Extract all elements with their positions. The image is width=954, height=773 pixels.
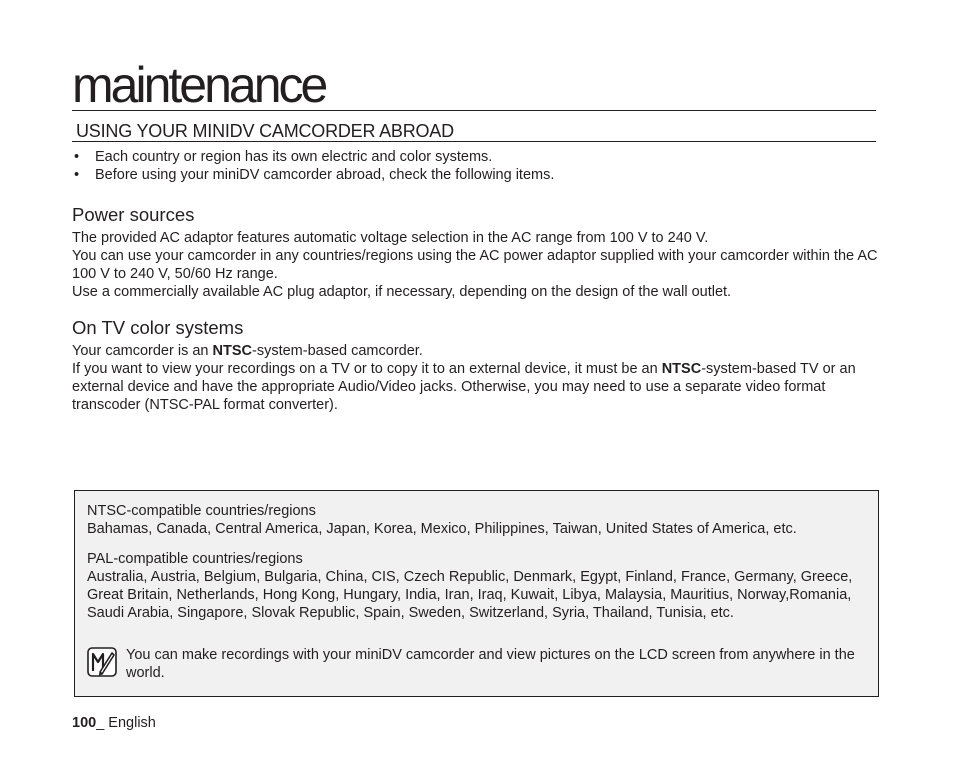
bullet-icon: • xyxy=(74,167,80,183)
tv-color-systems-body xyxy=(72,342,884,414)
tv-color-systems-heading: On TV color systems xyxy=(72,317,244,338)
note-text: You can make recordings with your miniDV camcorder and view pictures on the LCD screen from anywhere in the world. xyxy=(126,647,855,681)
power-paragraph-1: The provided AC adaptor features automatic voltage selection in the AC range from 100 V to 240 V. xyxy=(72,230,709,246)
bullet-text: Each country or region has its own electric and color systems. xyxy=(95,149,493,165)
ntsc-heading: NTSC-compatible countries/regions xyxy=(87,503,316,519)
note-pencil-icon xyxy=(87,647,117,677)
pal-heading: PAL-compatible countries/regions xyxy=(87,551,303,567)
bullet-text: Before using your miniDV camcorder abroad, check the following items. xyxy=(95,167,555,183)
tv-paragraph-1 xyxy=(72,342,884,360)
intro-bullet-list xyxy=(72,148,882,184)
power-paragraph-3: Use a commercially available AC plug adaptor, if necessary, depending on the design of the wall outlet. xyxy=(72,284,732,300)
power-sources-body xyxy=(72,229,884,301)
tv-text: -system-based TV or an external device and have the appropriate Audio/Video jacks. Otherwise, you may need to use a separate video format transcoder (NTSC-PAL format converter). xyxy=(72,361,856,413)
footer-separator: _ xyxy=(96,715,109,731)
pal-country-list: Australia, Austria, Belgium, Bulgaria, China, CIS, Czech Republic, Denmark, Egypt, Finland, France, Germany, Greece, Great Britain, Netherlands, Hong Kong, Hungary, India, Iran, Iraq, Kuwait, Libya, Malaysia, Mauritius, Norway,Romania, Saudi Arabia, Singapore, Slovak Republic, Spain, Sweden, Switzerland, Syria, Thailand, Tunisia, etc. xyxy=(87,569,853,621)
tv-text: -system-based camcorder. xyxy=(252,343,423,359)
page-number: 100 xyxy=(72,715,97,731)
tv-paragraph-2 xyxy=(72,360,884,414)
tv-text: If you want to view your recordings on a TV or to copy it to an external device, it must be an xyxy=(72,361,662,377)
power-paragraph-2: You can use your camcorder in any countries/regions using the AC power adaptor supplied with your camcorder within the AC 100 V to 240 V, 50/60 Hz range. xyxy=(72,248,878,282)
chapter-title: maintenance xyxy=(72,60,876,111)
ntsc-country-list: Bahamas, Canada, Central America, Japan, Korea, Mexico, Philippines, Taiwan, United States of America, etc. xyxy=(87,521,797,537)
list-item xyxy=(72,148,882,166)
ntsc-bold: NTSC xyxy=(212,343,252,359)
page-footer xyxy=(72,714,156,732)
bullet-icon: • xyxy=(74,149,80,165)
tv-text: Your camcorder is an xyxy=(72,343,213,359)
ntsc-bold: NTSC xyxy=(661,361,702,377)
section-title: USING YOUR MINIDV CAMCORDER ABROAD xyxy=(72,121,876,142)
country-info-box xyxy=(74,490,879,697)
list-item xyxy=(72,166,882,184)
power-sources-heading: Power sources xyxy=(72,204,195,225)
footer-language: English xyxy=(108,715,156,731)
